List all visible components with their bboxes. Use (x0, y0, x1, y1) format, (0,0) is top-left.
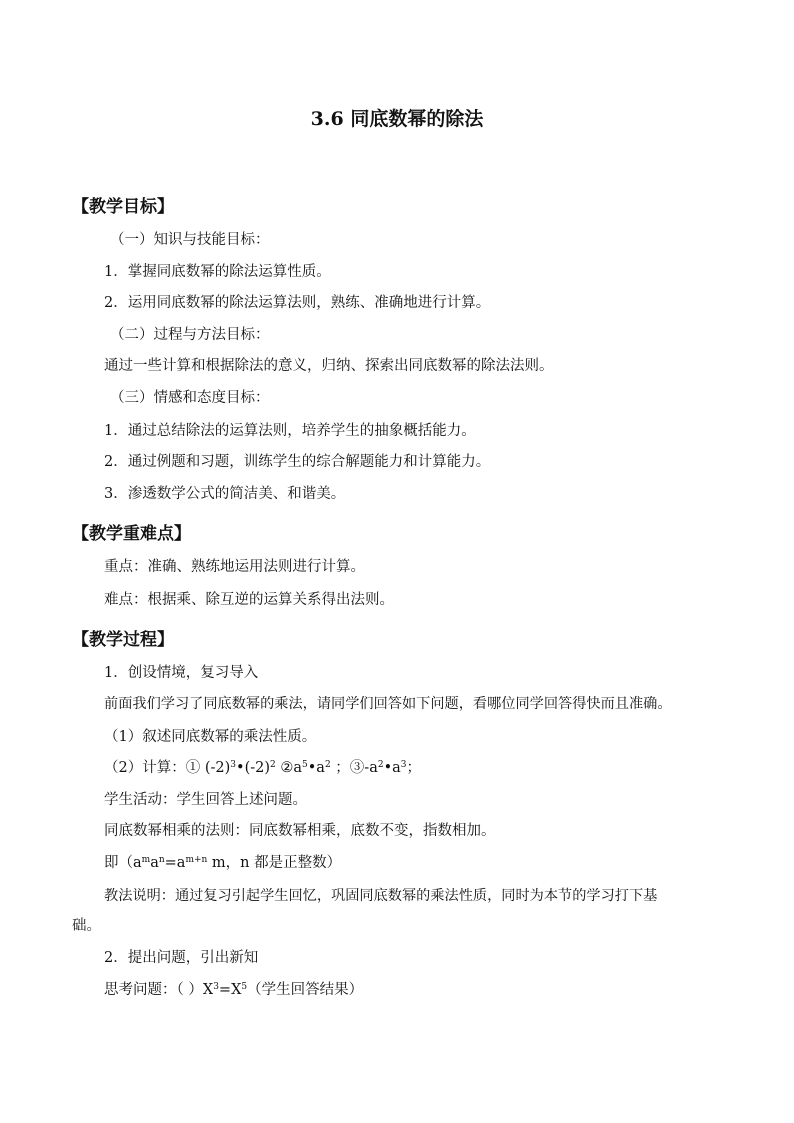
calc-expression: （2）计算：① $(-2)^3•(-2)^2$ $②a^5•a^2$ ；$③-a^2•a^3$； (104, 760, 422, 776)
goals-line-5: 2．通过例题和习题，训练学生的综合解题能力和计算能力。 (104, 454, 491, 470)
goals-subheading-3: （三）情感和态度目标： (110, 390, 270, 406)
key-line-1: 重点：准确、熟练地运用法则进行计算。 (104, 559, 365, 575)
think-expression: 思考问题：（ ）$X^3=X^5$（学生回答结果） (104, 982, 364, 998)
rule-expression: 即（$a^ma^n=a^{m+n}$ m，n 都是正整数） (104, 855, 342, 871)
goals-line-4: 1．通过总结除法的运算法则，培养学生的抽象概括能力。 (104, 423, 476, 439)
key-line-2: 难点：根据乘、除互逆的运算关系得出法则。 (104, 592, 394, 608)
process-line-6: 同底数幂相乘的法则：同底数幂相乘，底数不变，指数相加。 (104, 823, 496, 839)
process-line-2: 前面我们学习了同底数幂的乘法，请同学们回答如下问题，看哪位同学回答得快而且准确。 (104, 696, 672, 712)
section-heading-process: 【教学过程】 (72, 630, 174, 650)
process-line-8b: 础。 (72, 918, 101, 934)
process-line-9: 2．提出问题，引出新知 (104, 950, 259, 966)
process-line-1: 1．创设情境，复习导入 (104, 665, 259, 681)
goals-line-2: 2．运用同底数幂的除法运算法则，熟练、准确地进行计算。 (104, 295, 491, 311)
goals-line-1: 1．掌握同底数幂的除法运算性质。 (104, 264, 331, 280)
page-title: 3.6 同底数幂的除法 (310, 108, 484, 130)
section-heading-key: 【教学重难点】 (72, 524, 191, 544)
process-line-5: 学生活动：学生回答上述问题。 (104, 792, 307, 808)
goals-line-3: 通过一些计算和根据除法的意义，归纳、探索出同底数幂的除法法则。 (104, 358, 554, 374)
process-line-3: （1）叙述同底数幂的乘法性质。 (104, 729, 317, 745)
section-heading-goals: 【教学目标】 (72, 197, 174, 217)
goals-subheading-2: （二）过程与方法目标： (110, 327, 270, 343)
goals-line-6: 3．渗透数学公式的简洁美、和谐美。 (104, 486, 346, 502)
goals-subheading-1: （一）知识与技能目标： (110, 232, 270, 248)
process-line-8a: 教法说明：通过复习引起学生回忆，巩固同底数幂的乘法性质，同时为本节的学习打下基 (104, 888, 658, 904)
